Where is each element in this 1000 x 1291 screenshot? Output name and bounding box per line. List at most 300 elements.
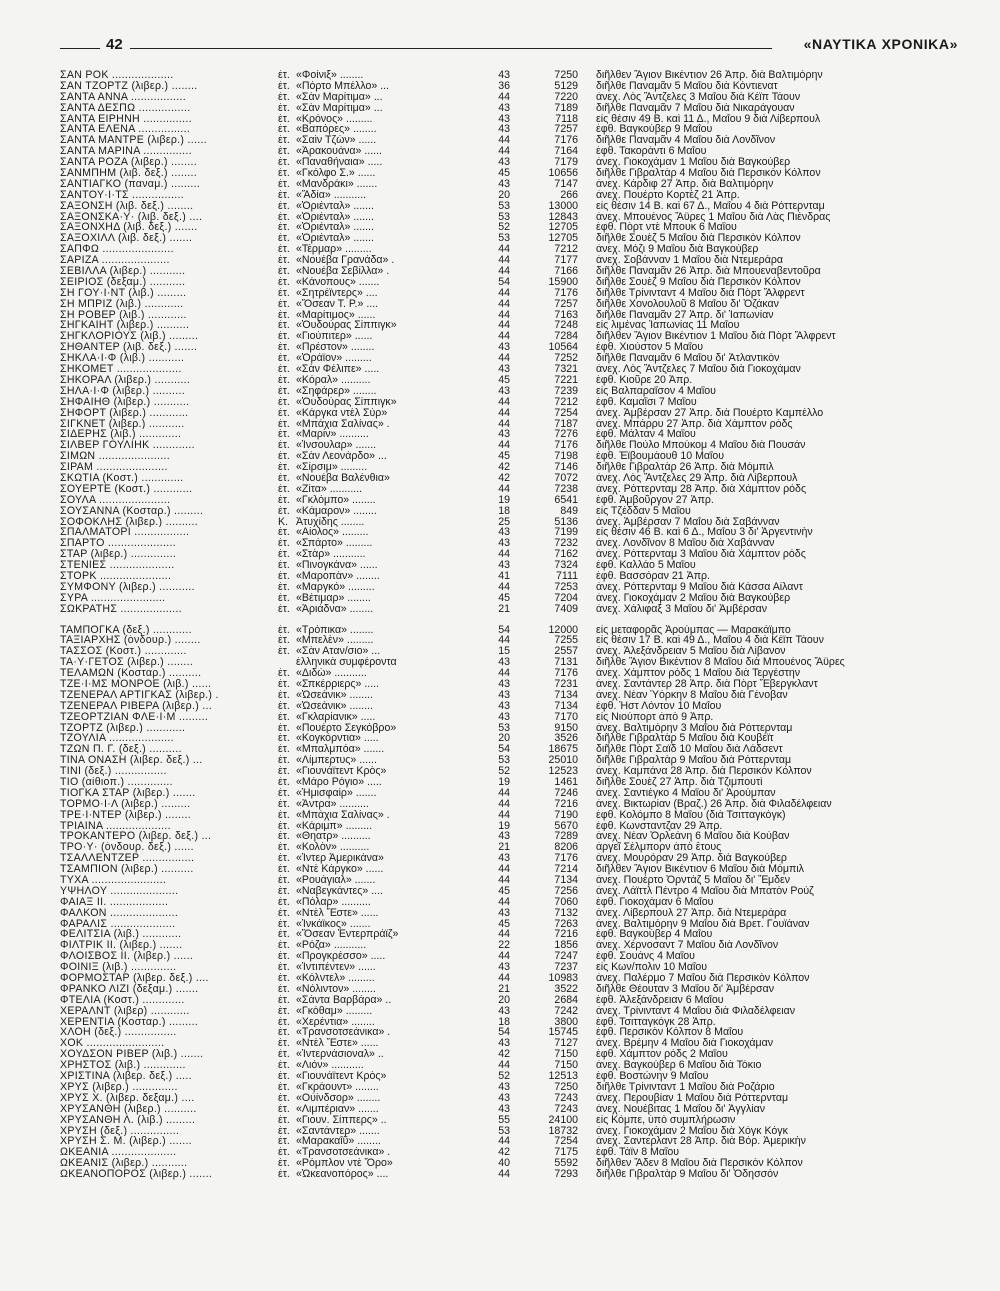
- charterer: «Ρόζα» ...........: [296, 940, 367, 952]
- status: ἐτ.: [278, 1169, 290, 1180]
- crew: 44: [498, 483, 510, 495]
- position-note: ἐφθ. Τακοράντι 6 Μαΐου: [596, 146, 707, 158]
- table-row: [60, 429, 965, 440]
- table-row: [60, 853, 965, 864]
- ship-name: ΣΠΑΛΜΑΤΟΡΙ .................: [60, 527, 190, 539]
- table-row: [60, 397, 965, 408]
- ship-name: ΣΑΝΤΑ ΜΑΡΙΝΑ ...............: [60, 146, 192, 158]
- page-header: [60, 36, 962, 62]
- crew: 44: [498, 331, 510, 343]
- position-note: ἐφθ. Βαγκούβερ 4 Μαΐου: [596, 929, 713, 941]
- position-note: ἀνεχ. Ρόττερνταμ 28 Ἀπρ. διὰ Χάμπτον ρόδς: [596, 483, 807, 495]
- table-row: [60, 342, 965, 353]
- status: ἐτ.: [278, 113, 290, 125]
- crew: 43: [498, 560, 510, 571]
- ship-name: ΤΑΞΙΑΡΧΗΣ (ὀνδουρ.) ........: [60, 635, 201, 647]
- tonnage: 13000: [548, 200, 578, 212]
- status: ἐτ.: [278, 896, 290, 908]
- table-row: [60, 1027, 965, 1038]
- crew: 20: [498, 189, 510, 201]
- status: ἐτ.: [278, 885, 290, 897]
- crew: 54: [498, 276, 510, 288]
- tonnage: 7176: [554, 668, 578, 679]
- position-note: διῆλθε Θέουταν 3 Μαΐου δι' Ἀμβέρσαν: [596, 983, 774, 995]
- ship-name: ΣΑΝΤΑ ΕΙΡΗΝΗ ...............: [60, 113, 192, 125]
- charterer: «Αἰολος» .........: [296, 527, 369, 539]
- ship-name: ΦΛΟΙΣΒΟΣ II. (λιβερ.) ......: [60, 951, 194, 963]
- status: ἐτ.: [278, 178, 290, 190]
- table-row: [60, 179, 965, 190]
- tonnage: 9150: [554, 722, 578, 734]
- charterer: «Κογκόρντια» .....: [296, 733, 379, 745]
- ship-name: ΦΑΙΑΞ II. ..................: [60, 896, 169, 908]
- tonnage: 7214: [554, 864, 578, 876]
- crew: 53: [498, 211, 510, 223]
- table-row: [60, 451, 965, 462]
- position-note: εἰς Κων/πολιν 10 Μαΐου: [596, 962, 708, 974]
- position-note: ἀνεχ. Γιοκοχάμαν 1 Μαΐου διὰ Βαγκούβερ: [596, 157, 791, 169]
- tonnage: 7248: [554, 320, 578, 332]
- ship-name: ΤΑΜΠΟΓΚΑ (δεξ.) ............: [60, 624, 192, 636]
- table-row: [60, 1158, 965, 1169]
- tonnage: 7256: [554, 885, 578, 897]
- tonnage: 7212: [554, 396, 578, 408]
- ship-name: ΧΡΥΣΑΝΘΗ Λ. (λιβ.) .........: [60, 1114, 196, 1126]
- position-note: ἐφθ. Βασσόραν 21 Ἀπρ.: [596, 570, 710, 582]
- table-row: [60, 506, 965, 517]
- crew: 54: [498, 1027, 510, 1039]
- position-note: διῆλθε Παναμᾶν 6 Μαΐου δι' Ἀτλαντικὸν: [596, 353, 780, 365]
- crew: 44: [498, 864, 510, 876]
- position-note: διῆλθε Παναμᾶν 5 Μαΐου διὰ Κόντιενατ: [596, 80, 778, 92]
- crew: 19: [498, 494, 510, 506]
- status: ἐτ.: [278, 711, 290, 723]
- status: ἐτ.: [278, 1027, 290, 1039]
- charterer: «Μπάχια Σαλίνας» .: [296, 418, 390, 430]
- tonnage: 7170: [554, 711, 578, 723]
- position-note: ἀνεχ. Μουρόραν 29 Ἀπρ. διὰ Βαγκούβερ: [596, 853, 787, 865]
- tonnage: 7252: [554, 353, 578, 365]
- ship-name: ΣΗΦΟΡΤ (λιβερ.) ............: [60, 407, 189, 419]
- status: ἐτ.: [278, 157, 290, 169]
- table-row: [60, 114, 965, 125]
- position-note: ἀνεχ. Νέαν Ὀρλεάνη 6 Μαΐου διὰ Κούβαν: [596, 831, 790, 843]
- ship-name: ΤΖΕ·Ι·ΜΣ ΜΟΝΡΟΕ (λιβ.) ......: [60, 678, 212, 690]
- position-note: διῆλθε Παναμᾶν 27 Ἀπρ. δι' Ἰαπωνίαν: [596, 309, 774, 321]
- position-note: ἀνεχ. Νέαν Ὑόρκην 8 Μαΐου διὰ Γένοβαν: [596, 689, 788, 701]
- crew: 42: [498, 1049, 510, 1061]
- ship-name: ΦΕΛΙΤΣΙΑ (λιβ.) ............: [60, 929, 182, 941]
- charterer: «Μανδράκι» .......: [296, 178, 378, 190]
- position-note: εἰς λιμένας Ἰαπωνίας 11 Μαΐου: [596, 320, 740, 332]
- tonnage: 7134: [554, 875, 578, 886]
- tonnage: 7189: [554, 102, 578, 114]
- position-note: ἀνεχ. Ἀμβέρσαν 7 Μαΐου διὰ Σαβάνναν: [596, 516, 780, 528]
- position-note: διῆλθεν Ἄδεν 8 Μαΐου διὰ Περσικὸν Κόλπον: [596, 1158, 803, 1170]
- tonnage: 7060: [554, 896, 578, 908]
- tonnage: 7232: [554, 538, 578, 550]
- status: ἐτ.: [278, 1158, 290, 1170]
- position-note: ἐφθ. Μάλταν 4 Μαΐου: [596, 429, 696, 441]
- ship-name: ΧΡΥΣ Χ. (λιβερ. δεξαμ.) ....: [60, 1092, 195, 1104]
- ship-name: ΤΡΟΚΑΝΤΕΡΟ (λιβερ. δεξ.) ...: [60, 831, 212, 843]
- tonnage: 10983: [548, 973, 578, 984]
- tonnage: 7242: [554, 1005, 578, 1017]
- charterer: «Ὀριένταλ» .......: [296, 200, 374, 212]
- tonnage: 12000: [548, 624, 578, 636]
- status: ἐτ.: [278, 374, 290, 386]
- status: ἐτ.: [278, 766, 290, 777]
- charterer: «Σπάρτο» .........: [296, 538, 373, 550]
- charterer: «Κρόνος» .........: [296, 113, 373, 125]
- crew: 45: [498, 592, 510, 604]
- position-note: ἀνεχ. Χάμπτον ρόδς 1 Μαΐου διὰ Τεργέστην: [596, 668, 801, 679]
- crew: 45: [498, 885, 510, 897]
- page-number: 42: [102, 36, 127, 53]
- position-note: διῆλθε Γιβραλτὰρ 9 Μαΐου διὰ Ρόττερνταμ: [596, 755, 792, 767]
- ship-name: ΣΙΡΑΜ ......................: [60, 462, 168, 473]
- ship-name: ΣΑΝΤΑ ΑΝΝΑ .................: [60, 91, 187, 103]
- ship-name: ΤΥΧΑ .......................: [60, 875, 167, 886]
- table-row: [60, 168, 965, 179]
- crew: 36: [498, 80, 510, 92]
- ship-name: ΣΩΚΡΑΤΗΣ ...................: [60, 603, 183, 615]
- ship-name: ΧΡΥΣΗ Σ. Μ. (λιβερ.) .......: [60, 1136, 192, 1148]
- status: ἐτ.: [278, 983, 290, 995]
- status: ἐτ.: [278, 581, 290, 593]
- status: ἐτ.: [278, 255, 290, 267]
- charterer: «Σὰν Φέλιπε» .....: [296, 364, 380, 375]
- tonnage: 3522: [554, 983, 578, 995]
- status: ἐτ.: [278, 1114, 290, 1126]
- status: ἐτ.: [278, 1005, 290, 1017]
- crew: 43: [498, 700, 510, 712]
- tonnage: 18732: [548, 1125, 578, 1137]
- crew: 21: [498, 983, 510, 995]
- crew: 53: [498, 722, 510, 734]
- ship-name: ΣΕΙΡΙΟΣ (δεξαμ.) ...........: [60, 276, 186, 288]
- ship-name: ΧΡΗΣΤΟΣ (λιβ.) .............: [60, 1060, 186, 1072]
- tonnage: 7250: [554, 70, 578, 81]
- crew: 45: [498, 451, 510, 463]
- position-note: ἀνεχ. Λάϊττλ Πέντρο 4 Μαΐου διὰ Μπατὸν Ρούζ: [596, 885, 814, 897]
- crew: 41: [498, 570, 510, 582]
- charterer: «Τρόπικα» ........: [296, 624, 374, 636]
- position-note: ἀνεχ. Λὸς Ἄντζελες 29 Ἀπρ. διὰ Λίβερπουλ: [596, 472, 798, 484]
- crew: 43: [498, 113, 510, 125]
- status: ἐτ.: [278, 472, 290, 484]
- crew: 43: [498, 711, 510, 723]
- status: ἐτ.: [278, 1049, 290, 1061]
- status: ἐτ.: [278, 940, 290, 952]
- crew: 44: [498, 549, 510, 561]
- crew: 44: [498, 929, 510, 941]
- table-row: [60, 593, 965, 604]
- crew: 54: [498, 744, 510, 756]
- ship-name: ΤΑ·Υ·ΓΕΤΟΣ (λιβερ.) ........: [60, 657, 194, 669]
- table-row: [60, 331, 965, 342]
- position-note: εἰς θέσιν 46 Β. καὶ 6 Δ., Μαΐου 3 δι' Ἀργεντινὴν: [596, 527, 813, 539]
- status: ἐτ.: [278, 755, 290, 767]
- status: ἐτ.: [278, 233, 290, 245]
- position-note: ἀνεχ. Ἀλεξάνδρειαν 5 Μαΐου διὰ Λίβανον: [596, 646, 786, 658]
- charterer: «Μπαλμπόα» .......: [296, 744, 385, 756]
- charterer: «Μπάχια Σαλίνας» .: [296, 809, 390, 821]
- crew: 44: [498, 1169, 510, 1180]
- status: ἐτ.: [278, 189, 290, 201]
- tonnage: 7239: [554, 385, 578, 397]
- crew: 44: [498, 146, 510, 158]
- table-row: [60, 1104, 965, 1115]
- crew: 43: [498, 157, 510, 169]
- status: ἐτ.: [278, 342, 290, 354]
- table-row: [60, 495, 965, 506]
- charterer: «Σὰν Αταν/σιο» ...: [296, 646, 381, 658]
- table-row: [60, 440, 965, 451]
- status: ἐτ.: [278, 309, 290, 321]
- table-row: [60, 353, 965, 364]
- crew: 43: [498, 124, 510, 136]
- charterer: «Ὀράϊον» .........: [296, 353, 372, 365]
- status: ἐτ.: [278, 689, 290, 701]
- ship-name: ΣΙΔΕΡΗΣ (λιβ.) .............: [60, 429, 182, 441]
- charterer: «Μπελὲν» .........: [296, 635, 374, 647]
- ship-name: ΤΖΟΥΛΙΑ ....................: [60, 733, 174, 745]
- charterer: «Νουέβα Σεβίλλα» .: [296, 266, 390, 277]
- crew: 21: [498, 842, 510, 854]
- position-note: ἀνεχ. Λὸς Ἄντζελες 3 Μαΐου διὰ Κέϊπ Τάουν: [596, 91, 801, 103]
- ship-name: ΣΗΚΟΜΕΤ ....................: [60, 364, 182, 375]
- table-row: [60, 755, 965, 766]
- table-row: [60, 973, 965, 984]
- charterer: «Σίρσιμ» .........: [296, 462, 368, 473]
- charterer: «Τρανσοτσεάνικα» .: [296, 1147, 391, 1159]
- table-row: [60, 462, 965, 473]
- status: ἐτ.: [278, 907, 290, 919]
- status: ἐτ.: [278, 1147, 290, 1159]
- tonnage: 7134: [554, 700, 578, 712]
- charterer: «Βέτιμαρ» ........: [296, 592, 371, 604]
- table-row: [60, 810, 965, 821]
- tonnage: 12705: [548, 222, 578, 234]
- tonnage: 7187: [554, 418, 578, 430]
- position-note: ἐφθ. Σουάνς 4 Μαΐου: [596, 951, 695, 963]
- tonnage: 24100: [548, 1114, 578, 1126]
- charterer: «Ἡμισφαίρ» .......: [296, 787, 377, 799]
- position-note: ἀνεχ. Βαλτιμόρην 9 Μαΐου διὰ Βρετ. Γουϊάναν: [596, 918, 810, 930]
- table-row: [60, 157, 965, 168]
- journal-title: «ΝΑΥΤΙΚΑ ΧΡΟΝΙΚΑ»: [800, 36, 962, 52]
- table-row: [60, 299, 965, 310]
- section-2: [60, 625, 965, 1180]
- charterer: «Σαὶν Τζὼν» ......: [296, 135, 377, 147]
- charterer: «Μαρίτιμος» ......: [296, 309, 376, 321]
- crew: 43: [498, 102, 510, 114]
- ship-name: ΧΡΙΣΤΙΝΑ (λιβερ. δεξ.) .....: [60, 1071, 192, 1082]
- position-note: διῆλθε Γιβραλτὰρ 26 Ἀπρ. διὰ Μόμπιλ: [596, 462, 774, 473]
- position-note: διῆλθε Πούλο Μπούκομ 4 Μαΐου διὰ Πουσάν: [596, 440, 806, 452]
- crew: 44: [498, 798, 510, 810]
- position-note: ἀνεχ. Γιοκοχάμαν 2 Μαΐου διὰ Βαγκούβερ: [596, 592, 791, 604]
- crew: 42: [498, 472, 510, 484]
- status: ἐτ.: [278, 385, 290, 397]
- table-row: [60, 70, 965, 81]
- crew: 52: [498, 766, 510, 777]
- crew: 44: [498, 875, 510, 886]
- status: ἐτ.: [278, 287, 290, 299]
- status: ἐτ.: [278, 102, 290, 114]
- status: ἐτ.: [278, 1016, 290, 1028]
- ship-name: ΣΙΓΚΝΕΤ (λιβερ.) ...........: [60, 418, 185, 430]
- position-note: ἐφθ. Κιοῦρε 20 Ἀπρ.: [596, 374, 693, 386]
- crew: 44: [498, 581, 510, 593]
- tonnage: 7254: [554, 407, 578, 419]
- charterer: «Γιούπιτερ» ......: [296, 331, 373, 343]
- position-note: διῆλθε Τρίνινταντ 1 Μαΐου διὰ Ροζάριο: [596, 1081, 775, 1093]
- charterer: Ἀτυχίδης ........: [296, 516, 365, 528]
- tonnage: 7147: [554, 178, 578, 190]
- tonnage: 7150: [554, 1049, 578, 1061]
- tonnage: 7163: [554, 309, 578, 321]
- crew: 52: [498, 1071, 510, 1082]
- table-row: [60, 408, 965, 419]
- position-note: διῆλθε Παναμᾶν 7 Μαΐου διὰ Νικαράγουαν: [596, 102, 795, 114]
- tonnage: 25010: [548, 755, 578, 767]
- position-note: ἀνεχ. Ρόττερνταμ 9 Μαΐου διὰ Κάσσα Αἰλαντ: [596, 581, 803, 593]
- charterer: «Γκόθαμ» .........: [296, 1005, 373, 1017]
- table-row: [60, 1115, 965, 1126]
- status: ἐτ.: [278, 276, 290, 288]
- tonnage: 7237: [554, 962, 578, 974]
- table-row: [60, 604, 965, 615]
- position-note: ἐφθ. Πὸρτ ντὲ Μπουκ 6 Μαΐου: [596, 222, 737, 234]
- table-row: [60, 646, 965, 657]
- status: ἐτ.: [278, 429, 290, 441]
- charterer: «Νόλιντον» ........: [296, 983, 376, 995]
- ship-name: ΣΥΜΦΟΝΥ (λιβερ.) ...........: [60, 581, 195, 593]
- status: ἐτ.: [278, 146, 290, 158]
- tonnage: 1856: [554, 940, 578, 952]
- table-row: [60, 831, 965, 842]
- tonnage: 8206: [554, 842, 578, 854]
- charterer: «Λιόν» ...........: [296, 1060, 364, 1072]
- tonnage: 5670: [554, 820, 578, 832]
- status: ἐτ.: [278, 70, 290, 81]
- table-row: [60, 212, 965, 223]
- status: ἐτ.: [278, 1125, 290, 1137]
- crew: 43: [498, 831, 510, 843]
- ship-name: ΤΡΕ·Ι·ΝΤΕΡ (λιβερ.) ........: [60, 809, 191, 821]
- ship-name: ΣΤΟΡΚ ......................: [60, 570, 172, 582]
- status: ἐτ.: [278, 929, 290, 941]
- table-row: [60, 288, 965, 299]
- status: ἐτ.: [278, 505, 290, 517]
- position-note: ἀνεχ. Βαγκούβερ 6 Μαΐου διὰ Τόκιο: [596, 1060, 762, 1072]
- status: ἐτ.: [278, 168, 290, 179]
- crew: 44: [498, 255, 510, 267]
- charterer: «Μαροπὰν» ........: [296, 570, 380, 582]
- crew: 44: [498, 320, 510, 332]
- tonnage: 7255: [554, 635, 578, 647]
- tonnage: 7289: [554, 831, 578, 843]
- position-note: ἀνεχ. Ρόττερνταμ 3 Μαΐου διὰ Χάμπτον ρόδς: [596, 549, 806, 561]
- table-row: [60, 908, 965, 919]
- position-note: ἐφθ. Ἀλεξάνδρειαν 6 Μαΐου: [596, 994, 724, 1006]
- charterer: «Βαπόρες» ........: [296, 124, 377, 136]
- tonnage: 3526: [554, 733, 578, 745]
- table-row: [60, 364, 965, 375]
- charterer: «Λίμπερτυς» ......: [296, 755, 377, 767]
- ship-name: ΣΗ ΜΠΡΙΖ (λιβ.) ............: [60, 298, 184, 310]
- position-note: ἀνεχ. Μπουένος Ἄϋρες 1 Μαΐου διὰ Λὰς Πιένδρας: [596, 211, 831, 223]
- charterer: «Ὠσεάνικ» ........: [296, 700, 374, 712]
- ship-name: ΣΑΞΟΝΣΗ (λιβ. δεξ.) ........: [60, 200, 194, 212]
- status: ἐτ.: [278, 1038, 290, 1050]
- status: ἐτ.: [278, 91, 290, 103]
- status: ἐτ.: [278, 668, 290, 679]
- charterer: «Γκλαρίανικ» .....: [296, 711, 376, 723]
- position-note: ἀνεχ. Βικτωρίαν (Βραζ.) 26 Ἀπρ. διὰ Φιλαδέλφειαν: [596, 798, 832, 810]
- status: ἐτ.: [278, 831, 290, 843]
- position-note: διῆλθε Σουὲζ 27 Ἀπρ. διὰ Τζιμπουτὶ: [596, 777, 763, 788]
- crew: 43: [498, 853, 510, 865]
- table-row: [60, 712, 965, 723]
- charterer: «Ὀριένταλ» .......: [296, 211, 374, 223]
- position-note: ἐφθ. Καλλάο 5 Μαΐου: [596, 560, 696, 571]
- charterer: «Ρουάγιαλ» .......: [296, 875, 376, 886]
- ship-name: ΤΙΝΑ ΟΝΑΣΗ (λιβερ. δεξ.) ...: [60, 755, 203, 767]
- table-row: [60, 266, 965, 277]
- crew: 43: [498, 342, 510, 354]
- table-row: [60, 1093, 965, 1104]
- status: ἐτ.: [278, 560, 290, 571]
- crew: 43: [498, 70, 510, 81]
- table-row: [60, 190, 965, 201]
- table-row: [60, 1017, 965, 1028]
- position-note: διῆλθε Χονολουλοῦ 8 Μαΐου δι' Ὀζάκαν: [596, 298, 779, 310]
- position-note: εἰς Βαλπαραΐσον 4 Μαΐου: [596, 385, 716, 397]
- status: ἐτ.: [278, 1092, 290, 1104]
- table-row: [60, 897, 965, 908]
- ship-name: ΣΑΝΤΑ ΡΟΖΑ (λιβερ.) ........: [60, 157, 197, 169]
- status: ἐτ.: [278, 298, 290, 310]
- position-note: ἀνεχ. Βρέμην 4 Μαΐου διὰ Γιοκοχάμαν: [596, 1038, 774, 1050]
- charterer: «Νουέβα Γρανάδα» .: [296, 255, 395, 267]
- ship-name: ΣΑΞΟΝΧΗΔ (λιβ. δεξ.) .......: [60, 222, 198, 234]
- charterer: «Πόρτο Μπέλλο» ...: [296, 80, 390, 92]
- table-row: [60, 517, 965, 528]
- position-note: ἀνεχ. Χέρνοσαντ 7 Μαΐου διὰ Λονδῖνον: [596, 940, 779, 952]
- crew: 44: [498, 91, 510, 103]
- status: ἐτ.: [278, 820, 290, 832]
- charterer: «Σπκέρριερς» .....: [296, 678, 380, 690]
- crew: 44: [498, 1060, 510, 1072]
- charterer: «Θηατρ» ..........: [296, 831, 371, 843]
- position-note: ἀνεχ. Περουβίαν 1 Μαΐου διὰ Ρόττερνταμ: [596, 1092, 789, 1104]
- position-note: ἐφθ. Ἀμβοῦργον 27 Ἀπρ.: [596, 494, 714, 506]
- ship-name: ΤΣΑΛΛΕΝΤΖΕΡ ................: [60, 853, 195, 865]
- position-note: ἀνεχ. Σαντερλαντ 28 Ἀπρ. διὰ Βόρ. Ἀμερικὴν: [596, 1136, 806, 1148]
- crew: 44: [498, 951, 510, 963]
- ship-name: ΩΚΕΑΝΟΠΟΡΟΣ (λιβερ.) .......: [60, 1169, 213, 1180]
- tonnage: 7190: [554, 809, 578, 821]
- table-row: [60, 744, 965, 755]
- ship-name: ΦΤΕΛΙΑ (Κοστ.) .............: [60, 994, 185, 1006]
- charterer: «Σὰν Μαρίτιμα» ...: [296, 102, 383, 114]
- position-note: διῆλθε Παναμᾶν 4 Μαΐου διὰ Λονδῖνον: [596, 135, 776, 147]
- status: ἐτ.: [278, 483, 290, 495]
- position-note: διῆλθε Γιβραλτὰρ 9 Μαΐου δι' Ὀδησσόν: [596, 1169, 779, 1180]
